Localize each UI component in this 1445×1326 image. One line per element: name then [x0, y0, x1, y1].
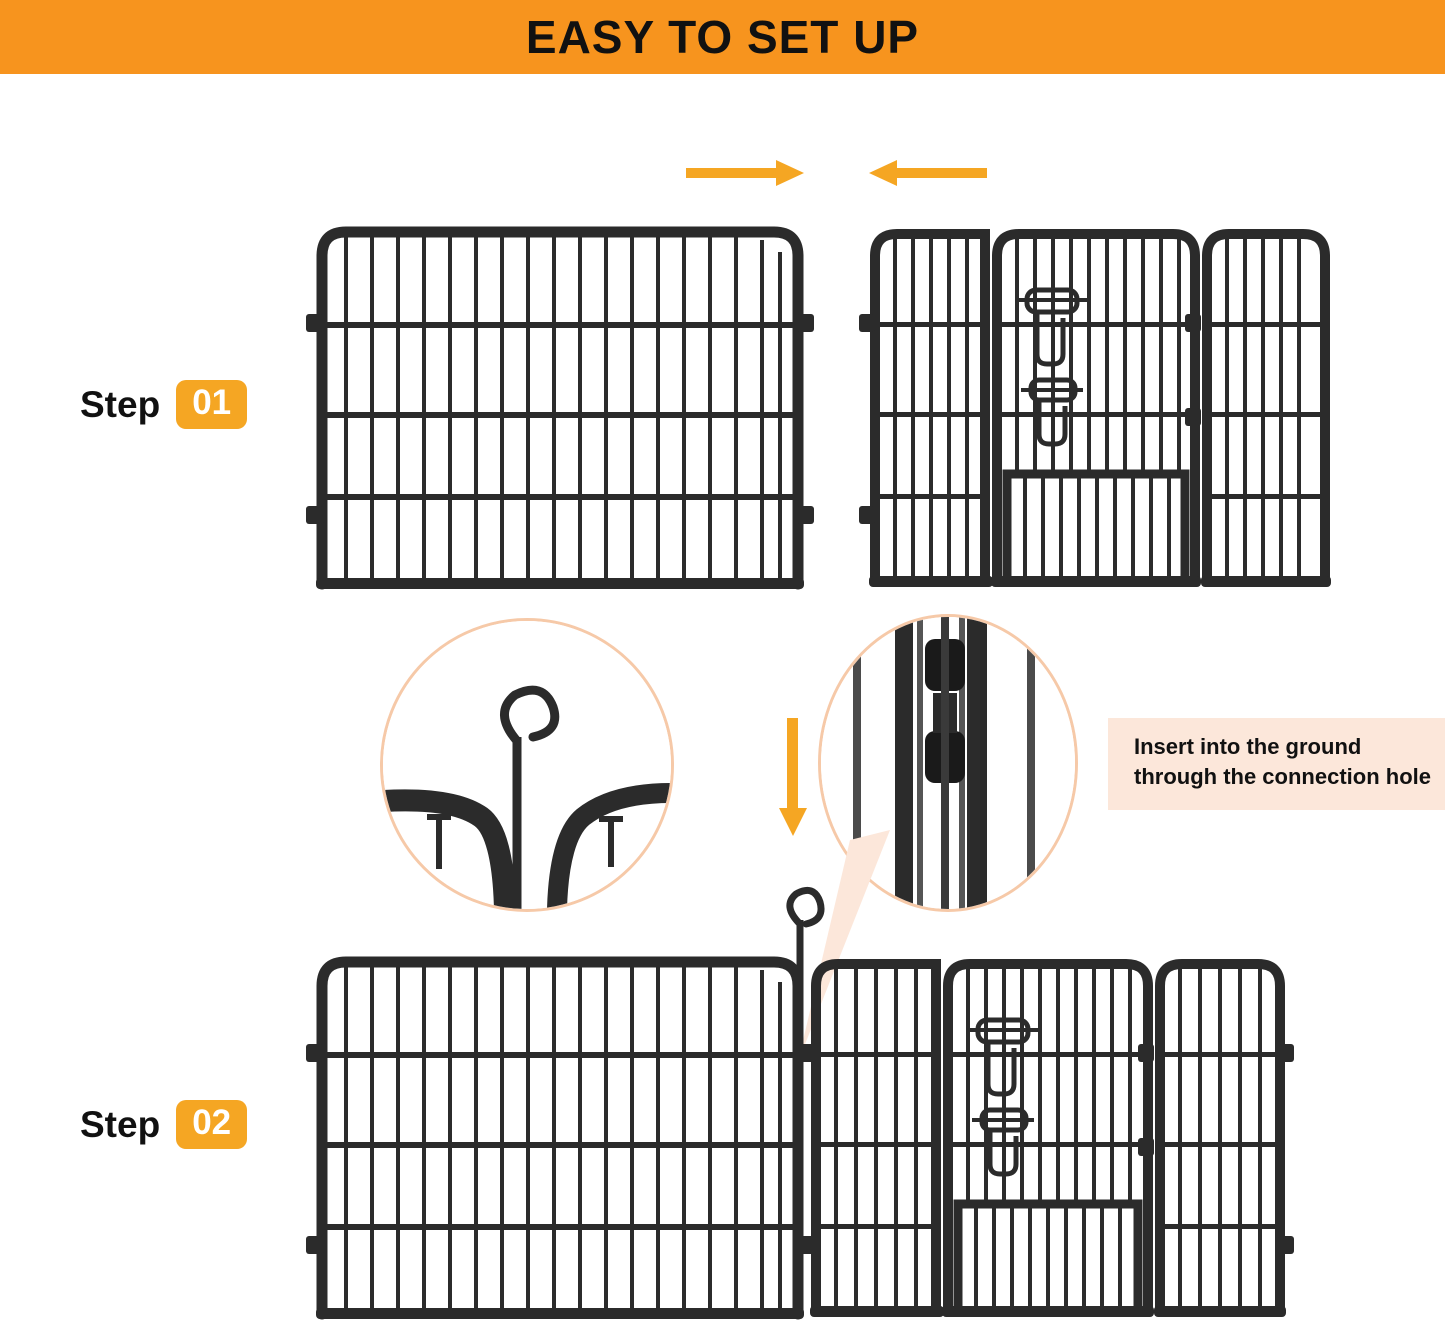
header-banner [0, 0, 1445, 74]
step-02-word: Step [80, 1103, 161, 1145]
step2-left-panel [300, 952, 810, 1324]
step-01-label [80, 380, 247, 429]
step1-gate-panel [855, 222, 1345, 592]
step-01-badge: 01 [176, 380, 247, 429]
step-01-word: Step [80, 383, 161, 425]
step-02-badge: 02 [176, 1100, 247, 1149]
arrow-right-icon [686, 158, 806, 193]
callout-line-1: Insert into the ground [1134, 734, 1362, 759]
inset-ground-stake [380, 618, 674, 912]
page-title: EASY TO SET UP [525, 11, 920, 63]
callout-insert-ground [1108, 718, 1445, 810]
step-02-label [80, 1100, 247, 1149]
arrow-left-icon [867, 158, 987, 193]
step1-large-panel [300, 222, 820, 592]
step2-gate-panel [800, 952, 1300, 1324]
callout-line-2: through the connection hole [1134, 763, 1431, 789]
arrow-down-icon [775, 718, 811, 843]
